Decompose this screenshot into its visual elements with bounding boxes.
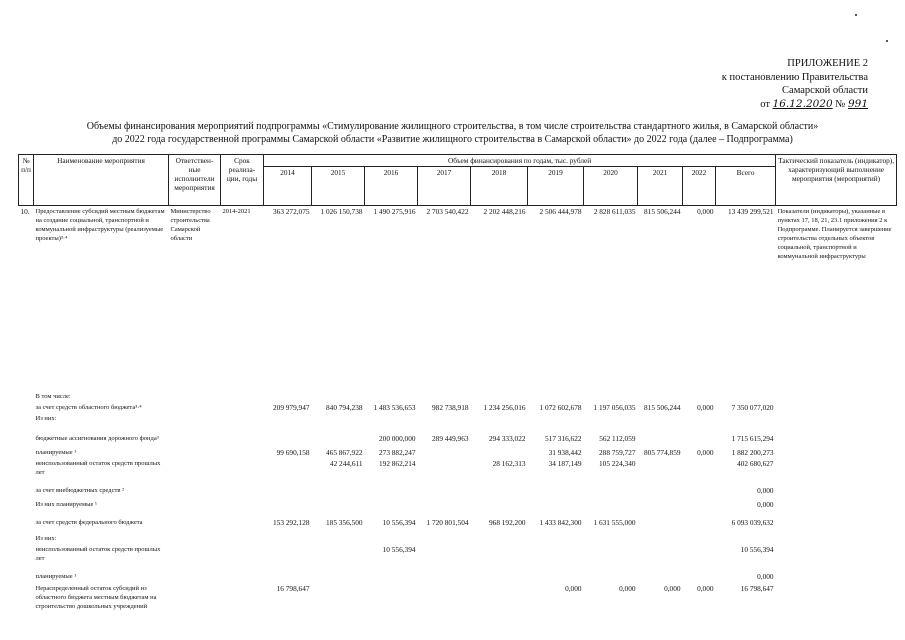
- row-value: [528, 564, 584, 582]
- row-number: [19, 564, 34, 582]
- row-value: 28 162,313: [492, 458, 526, 468]
- row-value: [584, 478, 638, 496]
- header-year: 2014: [264, 167, 312, 206]
- row-value: [312, 544, 365, 564]
- row-value: [638, 413, 683, 424]
- row-value: [471, 391, 528, 402]
- row-value: 815 506,244: [638, 206, 683, 391]
- row-value: [418, 528, 471, 544]
- row-value: [312, 528, 365, 544]
- row-value: 42 244,611: [329, 458, 363, 468]
- row-value: 289 449,963: [432, 433, 469, 443]
- row-term: [221, 496, 264, 510]
- row-value: [584, 544, 638, 564]
- row-responsible: [169, 528, 221, 544]
- row-value: [716, 413, 776, 424]
- header-responsible: Ответствен-ные исполнители мероприятия: [169, 155, 221, 206]
- row-indicator: [776, 391, 897, 402]
- row-value: [471, 496, 528, 510]
- row-responsible: [169, 391, 221, 402]
- row-name: неиспользованный остаток средств прошлых лет: [35, 459, 161, 476]
- header-year: 2022: [683, 167, 716, 206]
- table-row: [19, 544, 897, 564]
- row-value: 1 433 842,300: [539, 517, 582, 527]
- row-value: [471, 582, 528, 612]
- row-value: [471, 413, 528, 424]
- row-term: [221, 402, 264, 413]
- row-term: [221, 413, 264, 424]
- row-value: [528, 544, 584, 564]
- row-value: [418, 544, 471, 564]
- row-value: [638, 458, 683, 478]
- row-value: 1 234 256,016: [483, 402, 526, 412]
- row-value: [716, 528, 776, 544]
- header-year: 2021: [638, 167, 683, 206]
- row-number: [19, 444, 34, 458]
- row-value: [528, 391, 584, 402]
- table-row: [19, 402, 897, 413]
- table-row: [19, 391, 897, 402]
- row-value: 0,000: [619, 583, 636, 593]
- row-value: [683, 424, 716, 444]
- row-value: 1 026 150,738: [312, 206, 365, 391]
- row-value: 273 882,247: [379, 447, 416, 457]
- row-name: неиспользованный остаток средств прошлых лет: [35, 545, 161, 562]
- row-value: [312, 478, 365, 496]
- row-value: 13 439 299,521: [716, 206, 776, 391]
- row-value: 1 882 200,273: [731, 447, 774, 457]
- row-value: [683, 496, 716, 510]
- row-number: [19, 496, 34, 510]
- row-value: 294 333,022: [489, 433, 526, 443]
- row-value: 16 798,647: [740, 583, 774, 593]
- row-value: 1 072 602,678: [539, 402, 582, 412]
- row-value: [264, 564, 312, 582]
- row-value: [683, 510, 716, 528]
- row-responsible: Министерство строительства Самарской области: [169, 206, 221, 391]
- row-value: 2 703 540,422: [418, 206, 471, 391]
- row-value: [418, 496, 471, 510]
- row-value: [638, 391, 683, 402]
- row-value: 34 187,149: [548, 458, 582, 468]
- row-value: 840 794,238: [326, 402, 363, 412]
- row-value: [264, 544, 312, 564]
- row-value: [638, 528, 683, 544]
- row-value: [418, 478, 471, 496]
- header-no: № п/п: [19, 155, 34, 206]
- funding-table: [18, 154, 897, 612]
- row-value: 517 316,622: [545, 433, 582, 443]
- row-term: [221, 544, 264, 564]
- header-row: [19, 155, 897, 167]
- table-row: [19, 564, 897, 582]
- row-value: [471, 544, 528, 564]
- header-year: 2016: [365, 167, 418, 206]
- row-value: [471, 528, 528, 544]
- row-value: [683, 478, 716, 496]
- row-value: 31 938,442: [548, 447, 582, 457]
- row-term: [221, 564, 264, 582]
- row-value: 185 356,500: [326, 517, 363, 527]
- row-indicator: [776, 528, 897, 544]
- row-value: [418, 564, 471, 582]
- row-name: Предоставление субсидий местным бюджетам на создание социальной, транспортной и коммунальной инфраструктуры (реализуемые проекты)³·⁴: [34, 206, 169, 391]
- row-value: [418, 391, 471, 402]
- row-responsible: [169, 424, 221, 444]
- row-value: 2 828 611,035: [584, 206, 638, 391]
- row-value: [638, 510, 683, 528]
- row-value: [528, 478, 584, 496]
- document-title: [20, 120, 885, 146]
- table-row: [19, 458, 897, 478]
- row-name: Из них планируемые ¹: [35, 500, 97, 508]
- row-value: [264, 478, 312, 496]
- header-year: 2018: [471, 167, 528, 206]
- row-value: 0,000: [757, 499, 774, 509]
- row-value: [638, 478, 683, 496]
- table-row-main: [19, 206, 897, 391]
- row-value: 562 112,059: [599, 433, 636, 443]
- row-value: [471, 444, 528, 458]
- row-name: В том числе:: [35, 392, 71, 400]
- row-value: [264, 413, 312, 424]
- row-value: 6 093 039,632: [731, 517, 774, 527]
- row-value: [528, 496, 584, 510]
- header-year: Всего: [716, 167, 776, 206]
- row-value: 192 862,214: [379, 458, 416, 468]
- table-row: [19, 496, 897, 510]
- row-term: [221, 510, 264, 528]
- header-name: Наименование мероприятия: [34, 155, 169, 206]
- row-term: [221, 444, 264, 458]
- table-row: [19, 528, 897, 544]
- row-name: за счет внебюджетных средств ²: [35, 486, 124, 494]
- row-value: 10 556,394: [382, 517, 416, 527]
- row-value: 7 350 077,020: [731, 402, 774, 412]
- row-indicator: [776, 478, 897, 496]
- header-term: Срок реализа-ции, годы: [221, 155, 264, 206]
- row-term: 2014-2021: [221, 206, 264, 391]
- row-number: [19, 424, 34, 444]
- row-value: 805 774,859: [644, 447, 681, 457]
- row-value: [312, 413, 365, 424]
- row-responsible: [169, 402, 221, 413]
- row-value: 0,000: [697, 402, 714, 412]
- row-responsible: [169, 582, 221, 612]
- row-value: 1 720 801,504: [426, 517, 469, 527]
- row-indicator: [776, 444, 897, 458]
- row-value: 1 197 056,035: [593, 402, 636, 412]
- row-value: [312, 391, 365, 402]
- row-number: [19, 582, 34, 612]
- row-name: Из них:: [35, 534, 57, 542]
- scan-speck: [855, 14, 857, 16]
- row-value: 0,000: [697, 447, 714, 457]
- row-value: [683, 544, 716, 564]
- row-value: [683, 528, 716, 544]
- row-value: 0,000: [757, 571, 774, 581]
- row-responsible: [169, 510, 221, 528]
- row-value: [312, 582, 365, 612]
- row-value: 16 798,647: [276, 583, 310, 593]
- header-indicator: Тактический показатель (индикатор), характеризующий выполнение мероприятия (мероприятий): [776, 155, 897, 206]
- row-value: [312, 424, 365, 444]
- table-row: [19, 582, 897, 612]
- row-responsible: [169, 413, 221, 424]
- row-value: 99 690,158: [276, 447, 310, 457]
- row-value: [584, 564, 638, 582]
- row-number: [19, 478, 34, 496]
- table-row: [19, 424, 897, 444]
- row-value: [365, 478, 418, 496]
- row-responsible: [169, 544, 221, 564]
- row-value: [638, 564, 683, 582]
- appendix-block: [668, 57, 868, 111]
- row-value: 10 556,394: [740, 544, 774, 554]
- row-value: 968 192,200: [489, 517, 526, 527]
- row-value: 1 715 615,294: [731, 433, 774, 443]
- row-value: [365, 496, 418, 510]
- row-value: [264, 496, 312, 510]
- table-row: [19, 478, 897, 496]
- row-number: [19, 413, 34, 424]
- row-value: 288 759,727: [599, 447, 636, 457]
- row-responsible: [169, 496, 221, 510]
- header-year: 2017: [418, 167, 471, 206]
- row-responsible: [169, 444, 221, 458]
- row-value: [471, 564, 528, 582]
- row-term: [221, 391, 264, 402]
- row-indicator: [776, 496, 897, 510]
- row-term: [221, 528, 264, 544]
- table-row: [19, 413, 897, 424]
- row-term: [221, 458, 264, 478]
- row-name: Нераспределенный остаток субсидий из областного бюджета местным бюджетам на строительство дошкольных учреждений: [35, 584, 157, 610]
- row-indicator: [776, 413, 897, 424]
- row-value: [683, 458, 716, 478]
- appendix-line-3: Самарской области: [782, 85, 868, 96]
- row-value: [365, 391, 418, 402]
- row-value: 1 490 275,916: [365, 206, 418, 391]
- row-name: планируемые ¹: [35, 572, 77, 580]
- row-indicator: [776, 544, 897, 564]
- row-value: [683, 564, 716, 582]
- row-responsible: [169, 564, 221, 582]
- header-funding: Объем финансирования по годам, тыс. рублей: [264, 155, 776, 167]
- row-indicator: [776, 582, 897, 612]
- title-line-1: Объемы финансирования мероприятий подпрограммы «Стимулирование жилищного строительства, в том числе строительства стандартного жилья, в Самарской области»: [86, 121, 819, 132]
- scan-speck: [886, 40, 888, 42]
- table-row: [19, 444, 897, 458]
- row-value: [584, 413, 638, 424]
- number-prefix: №: [835, 98, 846, 110]
- appendix-date-line: [668, 98, 868, 112]
- row-term: [221, 582, 264, 612]
- title-line-2: до 2022 года государственной программы Самарской области «Развитие жилищного строительства в Самарской области» до 2022 года (далее – Подпрограмма): [112, 134, 793, 145]
- row-value: [418, 582, 471, 612]
- row-value: 363 272,075: [264, 206, 312, 391]
- row-value: [638, 496, 683, 510]
- row-value: [638, 424, 683, 444]
- row-number: [19, 391, 34, 402]
- row-value: [528, 528, 584, 544]
- row-value: [365, 582, 418, 612]
- row-indicator: [776, 510, 897, 528]
- handwritten-number: 991: [847, 97, 868, 110]
- row-name: бюджетные ассигнования дорожного фонда³: [35, 434, 159, 442]
- row-indicator: Показатели (индикаторы), указанные в пунктах 17, 18, 21, 23.1 приложения 2 к Подпрограмме. Планируется завершение строительства отдельных объектов социальной, транспортной и коммунальной инфраструктуры: [776, 206, 897, 391]
- handwritten-date: 16.12.2020: [772, 97, 833, 110]
- row-value: 1 483 536,653: [373, 402, 416, 412]
- row-value: 0,000: [664, 583, 681, 593]
- row-name: за счет средств федерального бюджета: [35, 518, 143, 526]
- row-term: [221, 478, 264, 496]
- row-value: [418, 444, 471, 458]
- row-indicator: [776, 458, 897, 478]
- row-value: [365, 413, 418, 424]
- row-value: 209 979,947: [273, 402, 310, 412]
- row-value: [418, 413, 471, 424]
- row-value: 105 224,340: [599, 458, 636, 468]
- row-value: 0,000: [757, 485, 774, 495]
- appendix-line-2: к постановлению Правительства: [721, 71, 868, 83]
- row-number: [19, 510, 34, 528]
- header-year: 2020: [584, 167, 638, 206]
- row-value: [584, 391, 638, 402]
- row-value: 2 506 444,978: [528, 206, 584, 391]
- row-value: [264, 391, 312, 402]
- row-value: 1 631 555,000: [593, 517, 636, 527]
- row-value: [312, 496, 365, 510]
- row-value: [683, 413, 716, 424]
- row-value: 982 738,918: [432, 402, 469, 412]
- row-value: [471, 478, 528, 496]
- row-number: [19, 402, 34, 413]
- row-value: 200 000,000: [379, 433, 416, 443]
- row-value: 153 292,128: [273, 517, 310, 527]
- row-value: [365, 528, 418, 544]
- table-row: [19, 510, 897, 528]
- row-value: 10 556,394: [382, 544, 416, 554]
- row-number: [19, 458, 34, 478]
- header-year: 2019: [528, 167, 584, 206]
- row-value: [584, 528, 638, 544]
- row-value: 402 680,627: [737, 458, 774, 468]
- row-value: 0,000: [697, 583, 714, 593]
- row-value: [264, 424, 312, 444]
- row-value: 465 867,922: [326, 447, 363, 457]
- row-indicator: [776, 564, 897, 582]
- appendix-title: ПРИЛОЖЕНИЕ 2: [787, 58, 868, 69]
- row-value: [638, 544, 683, 564]
- row-value: [528, 413, 584, 424]
- row-indicator: [776, 402, 897, 413]
- row-name: планируемые ¹: [35, 448, 77, 456]
- row-value: 815 506,244: [644, 402, 681, 412]
- row-responsible: [169, 478, 221, 496]
- row-value: [264, 528, 312, 544]
- row-value: [365, 564, 418, 582]
- date-prefix: от: [760, 98, 770, 110]
- row-value: 0,000: [565, 583, 582, 593]
- row-name: за счет средств областного бюджета³·⁴: [35, 403, 142, 411]
- row-value: 0,000: [683, 206, 716, 391]
- row-number: 10.: [19, 206, 34, 391]
- row-name: Из них:: [35, 414, 57, 422]
- row-value: 2 202 448,216: [471, 206, 528, 391]
- row-value: [418, 458, 471, 478]
- row-value: [264, 458, 312, 478]
- row-value: [312, 564, 365, 582]
- row-responsible: [169, 458, 221, 478]
- row-number: [19, 528, 34, 544]
- row-value: [716, 391, 776, 402]
- row-term: [221, 424, 264, 444]
- row-number: [19, 544, 34, 564]
- row-value: [683, 391, 716, 402]
- row-indicator: [776, 424, 897, 444]
- row-value: [584, 496, 638, 510]
- header-year: 2015: [312, 167, 365, 206]
